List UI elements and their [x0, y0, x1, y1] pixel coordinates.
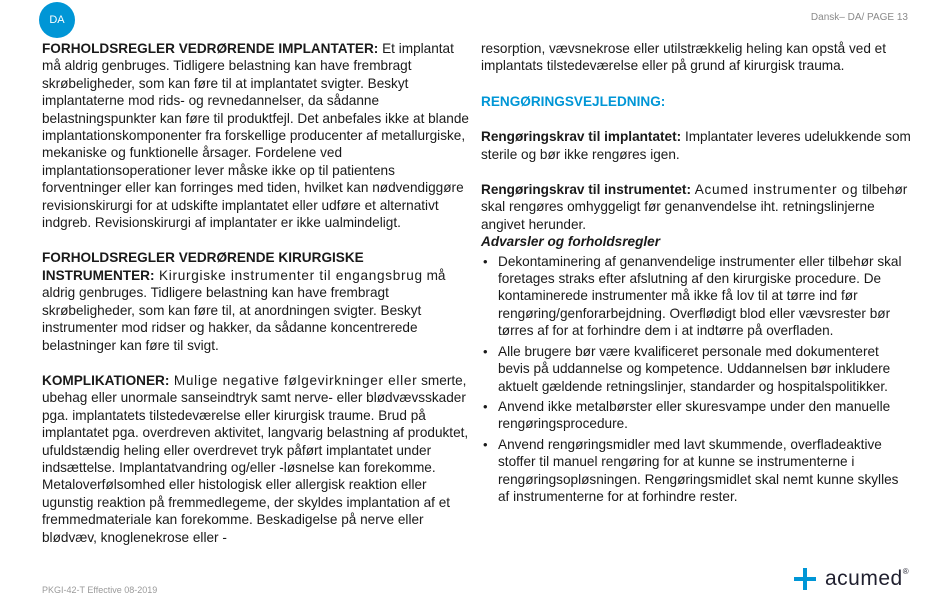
instrument-cleaning-heading: Rengøringskrav til instrumentet:: [481, 182, 691, 198]
instruments-precautions-text: må aldrig genbruges. Tidligere belastning kan have frembragt skrøbeligheder, som kan føre til, at anordningen svigter. Beskyt instrumenter mod ridser og hakker, da sådanne koncentrerede belastninger kan føre til svigt.: [42, 267, 446, 353]
left-column: [42, 40, 472, 546]
complications-paragraph: [42, 372, 472, 546]
logo-wordmark: acumed®: [825, 567, 910, 590]
complications-text: smerte, ubehag eller unormale sanseindtryk samt nerve- eller blødvævsskader pga. implantatets tilstedeværelse eller kirurgisk traume. Brud på implantatet pga. overdreven aktivitet, langvarig belastning af produktet, ufuldstændig heling eller overdrevet tryk påført implantatet under indsættelse. Implantatvandring og/eller -løsnelse kan forekomme. Metaloverfølsomhed eller histologisk eller allergisk reaktion eller ugunstig reaktion på fremmedlegeme, der skyldes implantation af et fremmedmateriale kan forekomme. Beskadigelse på nerve eller blødvæv, knoglenekrose eller -: [42, 372, 469, 545]
complications-continued-text: resorption, vævsnekrose eller utilstrækkelig heling kan opstå ved et implantats tilstedeværelse eller på grund af kirurgisk trauma.: [481, 41, 886, 74]
instrument-cleaning-text: tilbehør skal rengøres omhyggeligt før genanvendelse iht. retningslinjerne angivet herunder.: [481, 182, 908, 232]
instrument-cleaning-text-spaced: Acumed instrumenter og: [690, 182, 859, 198]
plus-cross-icon: [792, 566, 818, 592]
complications-heading: KOMPLIKATIONER:: [42, 372, 170, 388]
list-item: [481, 436, 911, 506]
list-item: [481, 398, 911, 433]
implant-cleaning-paragraph: [481, 128, 911, 163]
implants-precautions-paragraph: [42, 40, 472, 231]
instruments-precautions-text-spaced: Kirurgiske instrumenter til engangsbrug: [154, 267, 423, 283]
acumed-logo: [792, 566, 909, 592]
language-badge: DA: [39, 2, 75, 38]
instrument-cleaning-paragraph: [481, 181, 911, 233]
document-code: PKGI-42-T Effective 08-2019: [42, 585, 158, 595]
warning-text: Alle brugere bør være kvalificeret personale med dokumenteret bevis på uddannelse og kompetence. Uddannelsen bør inkludere aktuelt gældende retningslinjer, standarder og hospitalspolitikker.: [498, 343, 891, 394]
bullet-icon: •: [483, 398, 488, 414]
implants-precautions-heading: FORHOLDSREGLER VEDRØRENDE IMPLANTATER:: [42, 41, 379, 56]
right-column: [481, 40, 911, 508]
warning-text: Anvend ikke metalbørster eller skuresvampe under den manuelle rengøringsprocedure.: [498, 398, 891, 432]
bullet-icon: •: [483, 436, 488, 452]
cleaning-instructions-heading: RENGØRINGSVEJLEDNING:: [481, 93, 666, 109]
instruments-precautions-paragraph: [42, 249, 472, 353]
page-label: Dansk– DA/ PAGE 13: [810, 12, 908, 23]
list-item: [481, 343, 911, 395]
list-item: [481, 253, 911, 340]
warnings-title: Advarsler og forholdsregler: [481, 234, 661, 250]
implants-precautions-text: Et implantat må aldrig genbruges. Tidligere belastning kan have frembragt skrøbeligheder, som kan føre til at implantatet svigter. Beskyt implantaterne mod rids- og revnedannelser, da sådanne belastningspunkter kan føre til produktfejl. Det anbefales ikke at blande implantationskomponenter fra forskellige producenter af metallurgiske, mekaniske og funktionelle årsager. Fordelene ved implantationsoperationer lever måske ikke op til patientens forventninger eller kan forringes med tiden, hvilket kan nødvendiggøre revisionskirurgi for at udskifte implantatet eller udføre et alternativt indgreb. Revisionskirurgi af implantater er ikke ualmindeligt.: [42, 41, 469, 231]
instruments-precautions-heading: FORHOLDSREGLER VEDRØRENDE KIRURGISKE INSTRUMENTER:: [42, 250, 364, 283]
implant-cleaning-heading: Rengøringskrav til implantatet:: [481, 129, 682, 145]
warning-text: Dekontaminering af genanvendelige instrumenter eller tilbehør skal foretages straks efter afslutning af den kirurgiske procedure. De kontaminerede instrumenter må ikke få lov til at tørre ind før rengøring/genforarbejdning. Overflødigt blod eller vævsrester bør tørres af for at forhindre dem i at indtørre på overfladen.: [498, 253, 902, 339]
complications-text-spaced: Mulige negative følgevirkninger eller: [169, 372, 418, 388]
bullet-icon: •: [483, 253, 488, 269]
warnings-list: [481, 253, 911, 506]
warning-text: Anvend rengøringsmidler med lavt skummende, overfladeaktive stoffer til manuel rengøring for at kunne se instrumenterne i rengøringsopløsningen. Rengøringsmidlet skal nemt kunne skylles af instrumenterne for at forhindre rester.: [498, 436, 899, 504]
bullet-icon: •: [483, 343, 488, 359]
implant-cleaning-text: Implantater leveres udelukkende som sterile og bør ikke rengøres igen.: [481, 129, 911, 162]
